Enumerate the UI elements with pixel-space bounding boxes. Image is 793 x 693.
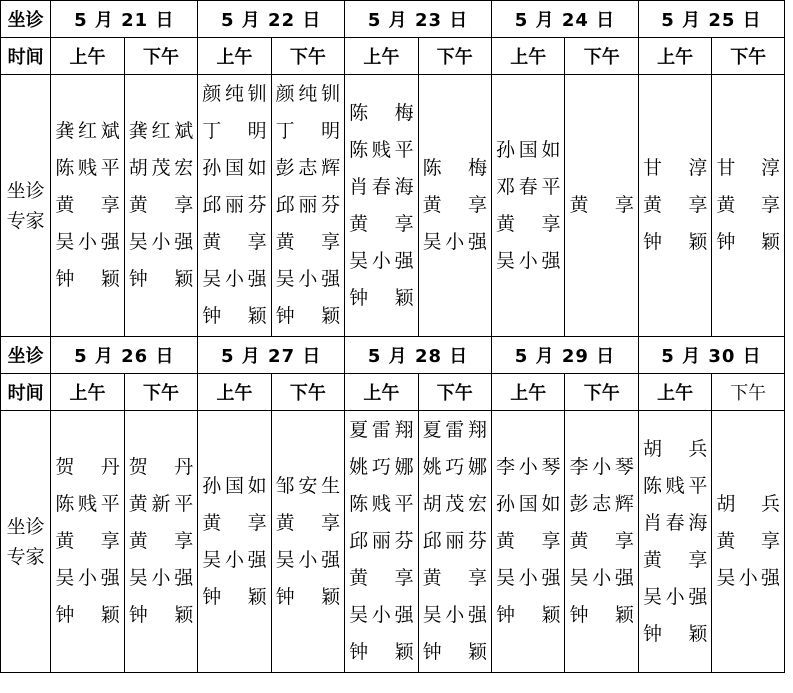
date-row xyxy=(1,337,785,374)
expert-name: 黄 享 xyxy=(642,548,708,571)
expert-name: 黄新平 xyxy=(128,493,194,515)
expert-name: 吴小强 xyxy=(349,249,414,272)
expert-name: 邱丽芬 xyxy=(422,530,488,552)
expert-name: 颜纯钏 xyxy=(202,83,267,105)
expert-name: 孙国如 xyxy=(496,138,561,161)
expert-name: 胡茂宏 xyxy=(422,493,488,515)
morning-header: 上午 xyxy=(492,38,565,75)
expert-name: 彭志辉 xyxy=(275,157,341,179)
afternoon-experts xyxy=(418,411,491,673)
expert-name: 李小琴 xyxy=(496,456,561,478)
morning-header: 上午 xyxy=(51,38,124,75)
expert-name: 夏雷翔 xyxy=(422,419,488,441)
morning-experts xyxy=(638,411,711,673)
expert-name: 钟 颖 xyxy=(716,231,780,253)
expert-name: 钟 颖 xyxy=(496,604,561,626)
afternoon-header: 下午 xyxy=(712,38,785,75)
expert-name: 姚巧娜 xyxy=(422,456,488,478)
experts-label xyxy=(1,75,51,337)
afternoon-header: 下午 xyxy=(271,38,344,75)
morning-header: 上午 xyxy=(345,374,418,411)
expert-name: 黄 享 xyxy=(642,194,708,216)
expert-name: 钟 颖 xyxy=(642,231,708,253)
expert-name: 邱丽芬 xyxy=(202,194,267,216)
expert-name: 吴小强 xyxy=(496,567,561,589)
expert-name: 钟 颖 xyxy=(202,585,267,608)
expert-name: 邱丽芬 xyxy=(275,194,341,216)
date-header: 5 月 23 日 xyxy=(345,1,492,38)
date-row xyxy=(1,1,785,38)
morning-header: 上午 xyxy=(492,374,565,411)
expert-name: 吴小强 xyxy=(349,604,414,626)
morning-experts xyxy=(198,75,271,337)
date-header: 5 月 30 日 xyxy=(638,337,784,374)
expert-name: 吴小强 xyxy=(422,231,488,253)
expert-name: 陈贱平 xyxy=(349,493,414,515)
expert-name: 钟 颖 xyxy=(202,305,267,327)
date-header: 5 月 22 日 xyxy=(198,1,345,38)
date-header: 5 月 27 日 xyxy=(198,337,345,374)
expert-name: 钟 颖 xyxy=(55,268,120,290)
afternoon-header: 下午 xyxy=(124,38,197,75)
expert-name: 彭志辉 xyxy=(569,493,634,515)
expert-name: 陈贱平 xyxy=(642,474,708,497)
date-header: 5 月 21 日 xyxy=(51,1,198,38)
expert-name: 陈 梅 xyxy=(349,101,414,124)
afternoon-header: 下午 xyxy=(124,374,197,411)
date-header: 5 月 28 日 xyxy=(345,337,492,374)
clinic-label: 坐诊 xyxy=(1,337,51,374)
morning-experts xyxy=(345,411,418,673)
afternoon-header: 下午 xyxy=(712,374,785,411)
time-label: 时间 xyxy=(1,374,51,411)
afternoon-header: 下午 xyxy=(418,374,491,411)
experts-label-line2: 专家 xyxy=(6,209,45,232)
expert-name: 黄 享 xyxy=(275,231,341,253)
afternoon-experts xyxy=(271,75,344,337)
expert-name: 钟 颖 xyxy=(642,622,708,645)
morning-experts xyxy=(345,75,418,337)
expert-name: 吴小强 xyxy=(275,548,341,571)
expert-name: 邓春平 xyxy=(496,175,561,198)
schedule-body xyxy=(1,1,785,673)
expert-name: 钟 颖 xyxy=(349,641,414,663)
experts-label xyxy=(1,411,51,673)
expert-name: 黄 享 xyxy=(716,194,780,216)
date-header: 5 月 29 日 xyxy=(492,337,639,374)
expert-name: 钟 颖 xyxy=(275,585,341,608)
date-header: 5 月 26 日 xyxy=(51,337,198,374)
afternoon-header: 下午 xyxy=(565,374,638,411)
expert-name: 黄 享 xyxy=(55,194,120,216)
morning-experts xyxy=(198,411,271,673)
expert-name: 甘 淳 xyxy=(642,157,708,179)
morning-experts xyxy=(492,75,565,337)
expert-name: 陈 梅 xyxy=(422,157,488,179)
morning-experts xyxy=(492,411,565,673)
afternoon-header: 下午 xyxy=(565,38,638,75)
expert-name: 黄 享 xyxy=(349,212,414,235)
expert-name: 黄 享 xyxy=(569,194,634,216)
morning-experts xyxy=(51,411,124,673)
expert-name: 邹安生 xyxy=(275,474,341,497)
expert-name: 陈贱平 xyxy=(55,157,120,179)
morning-header: 上午 xyxy=(638,374,711,411)
expert-name: 胡 兵 xyxy=(716,493,780,515)
expert-name: 吴小强 xyxy=(128,231,194,253)
afternoon-experts xyxy=(712,411,785,673)
afternoon-header: 下午 xyxy=(418,38,491,75)
expert-name: 钟 颖 xyxy=(275,305,341,327)
date-header: 5 月 24 日 xyxy=(492,1,639,38)
experts-row xyxy=(1,75,785,337)
afternoon-experts xyxy=(565,411,638,673)
clinic-label: 坐诊 xyxy=(1,1,51,38)
expert-name: 胡茂宏 xyxy=(128,157,194,179)
expert-name: 甘 淳 xyxy=(716,157,780,179)
expert-name: 钟 颖 xyxy=(569,604,634,626)
expert-name: 黄 享 xyxy=(128,530,194,552)
expert-name: 钟 颖 xyxy=(349,286,414,309)
expert-name: 钟 颖 xyxy=(422,641,488,663)
expert-name: 陈贱平 xyxy=(55,493,120,515)
afternoon-experts xyxy=(124,75,197,337)
expert-name: 钟 颖 xyxy=(55,604,120,626)
expert-name: 黄 享 xyxy=(422,567,488,589)
expert-name: 胡 兵 xyxy=(642,437,708,460)
morning-header: 上午 xyxy=(198,38,271,75)
experts-label-line1: 坐诊 xyxy=(6,515,45,538)
expert-name: 吴小强 xyxy=(55,567,120,589)
afternoon-experts xyxy=(124,411,197,673)
expert-name: 黄 享 xyxy=(569,530,634,552)
expert-name: 贺 丹 xyxy=(128,456,194,478)
afternoon-experts xyxy=(565,75,638,337)
expert-name: 肖春海 xyxy=(349,175,414,198)
expert-name: 孙国如 xyxy=(202,474,267,497)
period-row xyxy=(1,38,785,75)
morning-header: 上午 xyxy=(345,38,418,75)
expert-name: 陈贱平 xyxy=(349,138,414,161)
expert-name: 姚巧娜 xyxy=(349,456,414,478)
morning-header: 上午 xyxy=(198,374,271,411)
expert-name: 吴小强 xyxy=(275,268,341,290)
experts-label-line1: 坐诊 xyxy=(6,179,45,202)
expert-name: 钟 颖 xyxy=(128,604,194,626)
afternoon-experts xyxy=(271,411,344,673)
expert-name: 黄 享 xyxy=(716,530,780,552)
expert-name: 黄 享 xyxy=(202,231,267,253)
expert-name: 吴小强 xyxy=(202,548,267,571)
expert-name: 李小琴 xyxy=(569,456,634,478)
expert-name: 钟 颖 xyxy=(128,268,194,290)
expert-name: 孙国如 xyxy=(496,493,561,515)
expert-name: 吴小强 xyxy=(642,585,708,608)
expert-name: 颜纯钏 xyxy=(275,83,341,105)
expert-name: 丁 明 xyxy=(275,120,341,142)
morning-header: 上午 xyxy=(51,374,124,411)
expert-name: 吴小强 xyxy=(128,567,194,589)
expert-name: 黄 享 xyxy=(496,212,561,235)
expert-name: 吴小强 xyxy=(202,268,267,290)
expert-name: 丁 明 xyxy=(202,120,267,142)
expert-name: 邱丽芬 xyxy=(349,530,414,552)
expert-name: 吴小强 xyxy=(716,567,780,589)
expert-name: 吴小强 xyxy=(496,249,561,272)
expert-name: 黄 享 xyxy=(128,194,194,216)
expert-name: 龚红斌 xyxy=(55,120,120,142)
expert-name: 黄 享 xyxy=(202,511,267,534)
experts-label-line2: 专家 xyxy=(6,545,45,568)
expert-name: 吴小强 xyxy=(422,604,488,626)
expert-name: 黄 享 xyxy=(422,194,488,216)
expert-name: 黄 享 xyxy=(496,530,561,552)
date-header: 5 月 25 日 xyxy=(638,1,784,38)
period-row xyxy=(1,374,785,411)
afternoon-header: 下午 xyxy=(271,374,344,411)
time-label: 时间 xyxy=(1,38,51,75)
expert-name: 黄 享 xyxy=(349,567,414,589)
experts-row xyxy=(1,411,785,673)
expert-name: 黄 享 xyxy=(55,530,120,552)
expert-name: 吴小强 xyxy=(55,231,120,253)
morning-header: 上午 xyxy=(638,38,711,75)
expert-name: 贺 丹 xyxy=(55,456,120,478)
expert-name: 黄 享 xyxy=(275,511,341,534)
expert-name: 龚红斌 xyxy=(128,120,194,142)
expert-name: 肖春海 xyxy=(642,511,708,534)
afternoon-experts xyxy=(712,75,785,337)
morning-experts xyxy=(638,75,711,337)
expert-name: 夏雷翔 xyxy=(349,419,414,441)
expert-name: 吴小强 xyxy=(569,567,634,589)
expert-name: 孙国如 xyxy=(202,157,267,179)
morning-experts xyxy=(51,75,124,337)
afternoon-experts xyxy=(418,75,491,337)
